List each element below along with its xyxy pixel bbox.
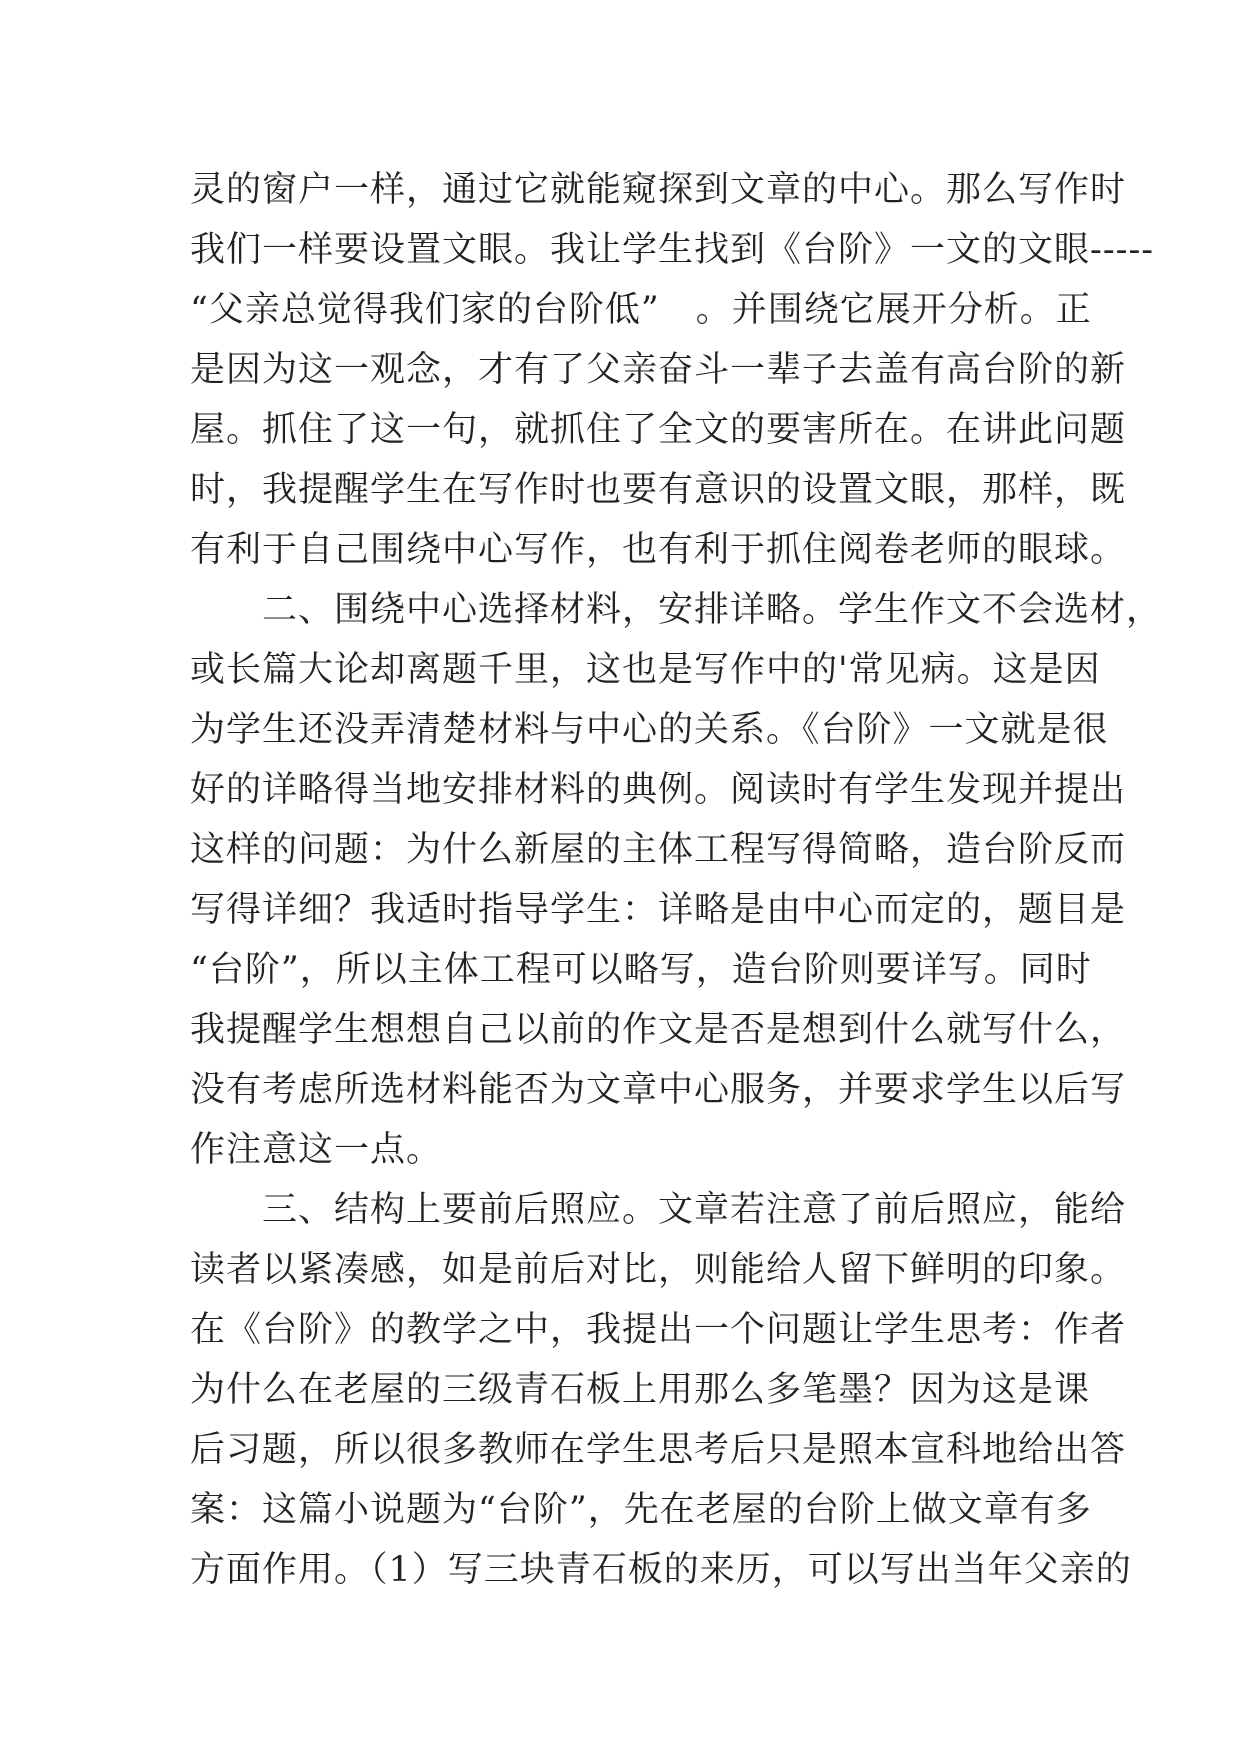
text-line: 后习题，所以很多教师在学生思考后只是照本宣科地给出答 (190, 1430, 1127, 1470)
text-line: 案：这篇小说题为“台阶”，先在老屋的台阶上做文章有多 (190, 1490, 1092, 1530)
text-line: 好的详略得当地安排材料的典例。阅读时有学生发现并提出 (190, 770, 1127, 810)
text-line: 为学生还没弄清楚材料与中心的关系。《台阶》一文就是很 (190, 710, 1109, 750)
text-line: 我们一样要设置文眼。我让学生找到《台阶》一文的文眼----- (190, 230, 1155, 270)
text-line: 我提醒学生想想自己以前的作文是否是想到什么就写什么， (190, 1010, 1127, 1050)
text-line: 读者以紧凑感，如是前后对比，则能给人留下鲜明的印象。 (190, 1250, 1127, 1290)
text-line: “父亲总觉得我们家的台阶低” 。并围绕它展开分析。正 (190, 290, 1092, 330)
paragraph-2-start: 二、围绕中心选择材料，安排详略。学生作文不会选材， (190, 590, 1163, 630)
text-line: 有利于自己围绕中心写作，也有利于抓住阅卷老师的眼球。 (190, 530, 1127, 570)
body-text (190, 160, 1163, 1600)
text-line: 是因为这一观念，才有了父亲奋斗一辈子去盖有高台阶的新 (190, 350, 1127, 390)
text-line: 在《台阶》的教学之中，我提出一个问题让学生思考：作者 (190, 1310, 1127, 1350)
text-line: 作注意这一点。 (190, 1130, 443, 1170)
text-line: 灵的窗户一样，通过它就能窥探到文章的中心。那么写作时 (190, 170, 1127, 210)
text-line: 屋。抓住了这一句，就抓住了全文的要害所在。在讲此问题 (190, 410, 1127, 450)
text-line: 写得详细？我适时指导学生：详略是由中心而定的，题目是 (190, 890, 1127, 930)
paragraph-3-start: 三、结构上要前后照应。文章若注意了前后照应，能给 (190, 1190, 1127, 1230)
text-line: 没有考虑所选材料能否为文章中心服务，并要求学生以后写 (190, 1070, 1127, 1110)
text-line: 这样的问题：为什么新屋的主体工程写得简略，造台阶反而 (190, 830, 1127, 870)
text-line: 或长篇大论却离题千里，这也是写作中的'常见病。这是因 (190, 650, 1101, 690)
text-line: 时，我提醒学生在写作时也要有意识的设置文眼，那样，既 (190, 470, 1127, 510)
text-line: 为什么在老屋的三级青石板上用那么多笔墨？因为这是课 (190, 1370, 1091, 1410)
text-line: “台阶”，所以主体工程可以略写，造台阶则要详写。同时 (190, 950, 1092, 990)
text-line: 方面作用。（1）写三块青石板的来历，可以写出当年父亲的 (190, 1550, 1132, 1590)
